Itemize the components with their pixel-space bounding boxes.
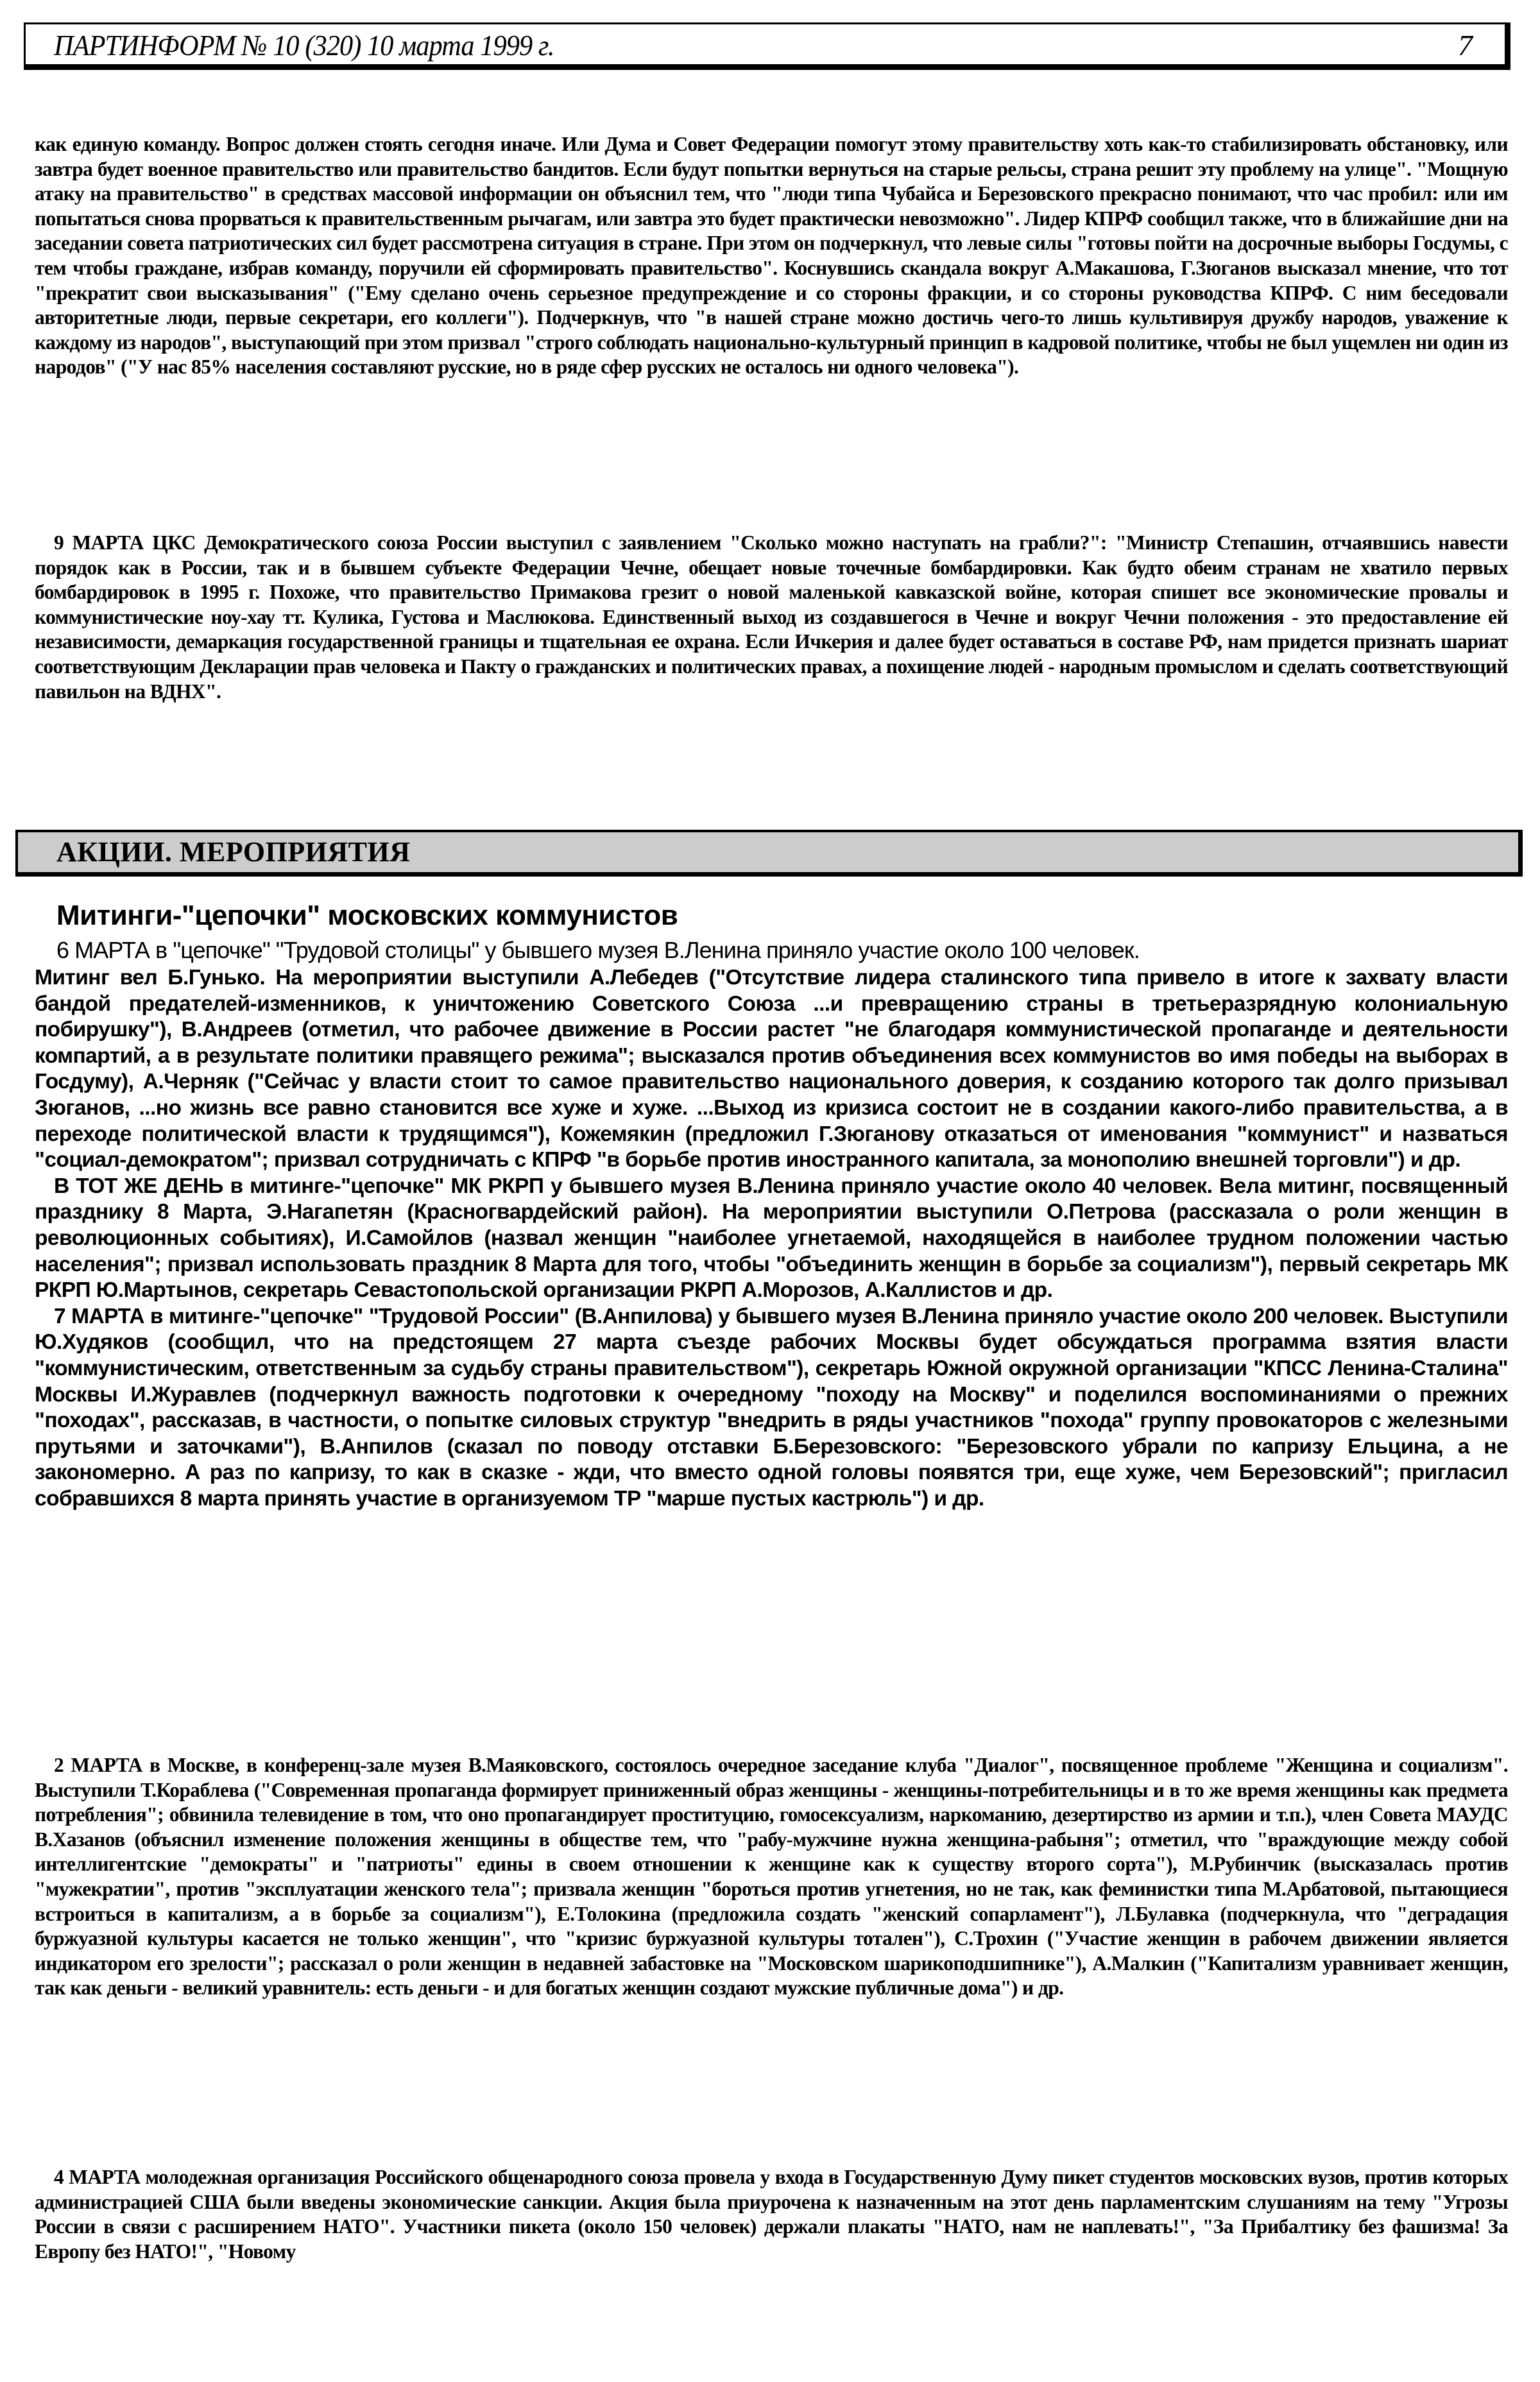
paragraph-same-day-rkrp: В ТОТ ЖЕ ДЕНЬ в митинге-"цепочке" МК РКРП у бывшего музея В.Ленина приняло участие около 40 человек. Вела митинг, посвященный празднику 8 Марта, Э.Нагапетян (Красногвардейский район). На мероприятии выступили О.Петрова (рассказала о роли женщин в революционных событиях), И.Самойлов (назвал женщин "наиболее угнетаемой, находящейся в наиболее трудном положении частью населения"; призвал использовать праздник 8 Марта для того, чтобы "объединить женщин в борьбе за социализм"), первый секретарь МК РКРП Ю.Мартынов, секретарь Севастопольской организации РКРП А.Морозов, А.Каллистов и др. [35, 1174, 1508, 1303]
nato-picket-report [35, 2165, 1508, 2264]
top-continuation-text [35, 132, 1508, 380]
paragraph-march2-dialog-club: 2 МАРТА в Москве, в конференц-зале музея В.Маяковского, состоялось очередное заседание клуба "Диалог", посвященное проблеме "Женщина и социализм". Выступили Т.Кораблева ("Современная пропаганда формирует приниженный образ женщины - женщины-потребительницы и в то же время женщины как предмета потребления"; обвинила телевидение в том, что оно пропагандирует проституцию, гомосексуализм, наркоманию, дезертирство из армии и т.п.), член Совета МАУДС В.Хазанов (объяснил изменение положения женщины в обществе тем, что "рабу-мужчине нужна женщина-рабыня"; отметил, что "враждующие между собой интеллигентские "демократы" и "патриоты" едины в своем отношении к женщине как к существу второго сорта"), М.Рубинчик (высказалась против "мужекратии", против "эксплуатации женского тела"; призвала женщин "бороться против угнетения, но не так, как феминистки типа М.Арбатовой, пытающиеся встроиться в капитализм, а в борьбе за социализм"), Е.Толокина (предложила создать "женский сопарламент"), Л.Булавка (подчеркнула, что "деградация буржуазной культуры касается не только женщин", что "кризис буржуазной культуры тотален"), С.Трохин ("Участие женщин в рабочем движении является индикатором его зрелости"; рассказал о роли женщин в недавней забастовке на "Московском шарикоподшипнике"), А.Малкин ("Капитализм уравнивает женщин, так как деньги - великий уравнитель: есть деньги - и для богатых женщин создают мужские публичные дома") и др. [35, 1754, 1508, 2000]
paragraph-march7-rally: 7 МАРТА в митинге-"цепочке" "Трудовой России" (В.Анпилова) у бывшего музея В.Ленина приняло участие около 200 человек. Выступили Ю.Худяков (сообщил, что на предстоящем 27 марта съезде рабочих Москвы будет обсуждаться программа взятия власти "коммунистическим, ответственным за судьбу страны правительством"), секретарь Южной окружной организации "КПСС Ленина-Сталина" Москвы И.Журавлев (подчеркнул важность подготовки к очередному "походу на Москву" и поделился воспоминаниями о прежних "походах", рассказав, в частности, о попытке силовых структур "внедрить в ряды участников "похода" группу провокаторов с железными прутьями и заточками"), В.Анпилов (сказал по поводу отставки Б.Березовского: "Березовского убрали по капризу Ельцина, а не закономерно. А раз по капризу, то как в сказке - жди, что вместо одной головы появятся три, еще хуже, чем Березовский"; пригласил собравшихся 8 марта принять участие в организуемом ТР "марше пустых кастрюль") и др. [35, 1304, 1508, 1511]
paragraph-march6-rally: Митинг вел Б.Гунько. На мероприятии выступили А.Лебедев ("Отсутствие лидера сталинского типа привело в итоге к захвату власти бандой предателей-изменников, к уничтожению Советского Союза ...и превращению страны в третьеразрядную колониальную побирушку"), В.Андреев (отметил, что рабочее движение в России растет "не благодаря коммунистической пропаганде и деятельности компартий, а в результате политики правящего режима"; высказался против объединения всех коммунистов во имя победы на выборах в Госдуму), А.Черняк ("Сейчас у власти стоит то самое правительство национального доверия, к созданию которого так долго призывал Зюганов, ...но жизнь все равно становится все хуже и хуже. ...Выход из кризиса состоит не в создании какого-либо правительства, а в переходе политической власти к трудящимся"), Кожемякин (предложил Г.Зюганову отказаться от именования "коммунист" и назваться "социал-демократом"; призвал сотрудничать с КПРФ "в борьбе против иностранного капитала, за монополию внешней торговли") и др. [35, 966, 1508, 1172]
article-lead: 6 МАРТА в "цепочке" "Трудовой столицы" у бывшего музея В.Ленина приняло участие около 100 человек. [56, 937, 1140, 963]
section-header-title: АКЦИИ. МЕРОПРИЯТИЯ [56, 836, 411, 868]
dialog-club-report [35, 1753, 1508, 2001]
section-header-bar [15, 830, 1523, 877]
page-number: 7 [1458, 29, 1473, 62]
masthead [24, 22, 1510, 70]
paragraph-dsr-statement: 9 МАРТА ЦКС Демократического союза России выступил с заявлением "Сколько можно наступать на грабли?": "Министр Степашин, отчаявшись навести порядок как в России, так и в бывшем субъекте Федерации Чечне, обещает новые точечные бомбардировки. Как будто обеим странам не хватило первых бомбардировок в 1995 г. Похоже, что правительство Примакова грезит о новой маленькой кавказской войне, которая спишет все экономические провалы и коммунистические ноу-хау тт. Кулика, Густова и Маслюкова. Единственный выход из создавшегося в Чечне и вокруг Чечни положения - это предоставление ей независимости, демаркация государственной границы и тщательная ее охрана. Если Ичкерия и далее будет оставаться в составе РФ, нам придется признать шариат соответствующим Декларации прав человека и Пакту о гражданских и политических правах, а похищение людей - народным промыслом и сделать соответствующий павильон на ВДНХ". [35, 531, 1508, 703]
paragraph-march4-picket: 4 МАРТА молодежная организация Российского общенародного союза провела у входа в Государственную Думу пикет студентов московских вузов, против которых администрацией США были введены экономические санкции. Акция была приурочена к назначенным на этот день парламентским слушаниям на тему "Угрозы России в связи с расширением НАТО". Участники пикета (около 150 человек) держали плакаты "НАТО, нам не наплевать!", "За Прибалтику без фашизма! За Европу без НАТО!", "Новому [35, 2166, 1508, 2263]
dsr-statement [35, 531, 1508, 704]
article-body [35, 965, 1508, 1512]
article-title: Митинги-"цепочки" московских коммунистов [56, 900, 678, 931]
publication-title: ПАРТИНФОРМ № 10 (320) 10 марта 1999 г. [54, 29, 554, 62]
paragraph-zyuganov-continuation: как единую команду. Вопрос должен стоять сегодня иначе. Или Дума и Совет Федерации помогут этому правительству хоть как-то стабилизировать обстановку, или завтра будет военное правительство или правительство бандитов. Если будут попытки вернуться на старые рельсы, страна решит эту проблему на улице". "Мощную атаку на правительство" в средствах массовой информации он объяснил тем, что "люди типа Чубайса и Березовского прекрасно понимают, что час пробил: или им попытаться снова прорваться к правительственным рычагам, или завтра это будет практически невозможно". Лидер КПРФ сообщил также, что в ближайшие дни на заседании совета патриотических сил будет рассмотрена ситуация в стране. При этом он подчеркнул, что левые силы "готовы пойти на досрочные выборы Госдумы, с тем чтобы граждане, избрав команду, поручили ей сформировать правительство". Коснувшись скандала вокруг А.Макашова, Г.Зюганов высказал мнение, что тот "прекратит свои высказывания" ("Ему сделано очень серьезное предупреждение и со стороны фракции, и со стороны руководства КПРФ. С ним беседовали авторитетные люди, первые секретари, его коллеги"). Подчеркнув, что "в нашей стране можно достичь чего-то лишь культивируя дружбу народов, уважение к каждому из народов", выступающий при этом призвал "строго соблюдать национально-культурный принцип в кадровой политике, чтобы не был ущемлен ни один из народов" ("У нас 85% населения составляют русские, но в ряде сфер русских не осталось ни одного человека"). [35, 133, 1508, 379]
